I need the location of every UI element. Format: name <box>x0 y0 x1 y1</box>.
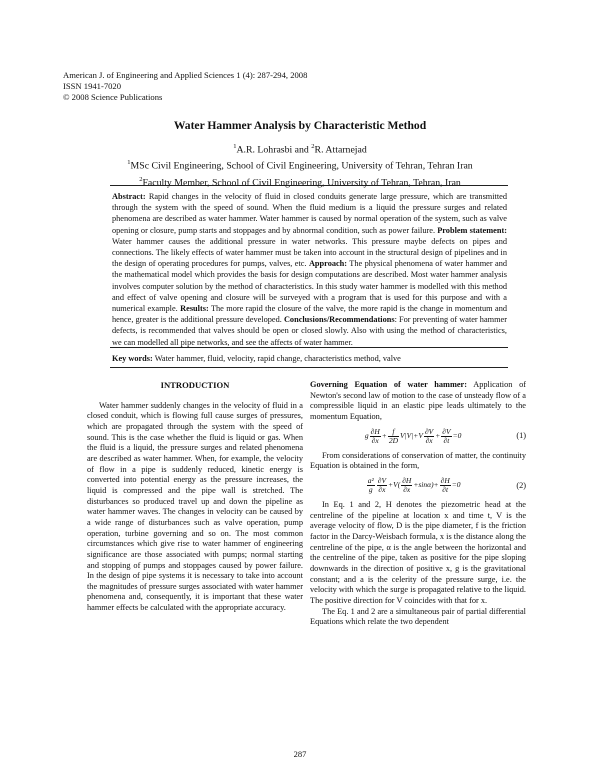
equation-2 <box>310 475 526 497</box>
keywords: Key words: Water hammer, fluid, velocity, rapid change, characteristics method, valve <box>112 354 401 363</box>
affiliation-2: $^2$Faculty Member, School of Civil Engineering, University of Tehran, Tehran, Iran <box>139 175 461 188</box>
intro-paragraph: Water hammer suddenly changes in the velocity of fluid in a closed conduit, which is flowing full cause surges of pressures, which are propagated through the system with the speed of sound. This is the case whether the fluid is liquid or gas. When the fluid is a liquid, the pressure surges and related phenomena are described as water hammer. When, for example, the velocity of flow in a pipe is suddenly reduced, kinetic energy is converted into potential energy as the pressure increases, the liquid is compressed and the pipe wall is stretched. The disturbances so produced travel up and down the pipeline as water hammer waves. The changes in velocity can be caused by a wide range of disturbances such as valve operation, pump operation, turbine governing and so on. The most common circumstances which give rise to water hammer of engineering significance are those associated with pumps; normal starting and stopping of pumps and stoppages caused by power failure. In the design of pipe systems it is necessary to take into account the magnitudes of pressure surges associated with water hammer phenomena and, consequently, it is important that these water hammer effects be calculated with the appropriate accuracy. <box>87 400 303 613</box>
equation-1 <box>310 426 526 448</box>
section-heading-introduction: INTRODUCTION <box>160 380 230 390</box>
journal-header <box>63 70 307 103</box>
authors-block <box>0 140 600 189</box>
momentum-equation: g $\frac{\partial H}{\partial x}$ + $\frac{f}{2D}$ V|V|+V $\frac{\partial V}{\partial x}$ + $\frac{\partial V}{\partial t}$ =0 <box>364 427 462 446</box>
governing-paragraph: Governing Equation of water hammer: Application of Newton's second law of motion to the case of unsteady flow of a compressible liquid in an elastic pipe leads ultimately to the momentum Equation, <box>310 380 526 421</box>
continuity-intro: From considerations of conservation of matter, the continuity Equation is obtained in the form, <box>310 450 526 471</box>
abstract-top-rule <box>110 185 508 186</box>
continuity-equation: $\frac{\text{a²}}{g}$ $\frac{\partial V}{\partial x}$ +V( $\frac{\partial H}{\partial x}$ +sinα)+ $\frac{\partial H}{\partial t}$ =0 <box>367 476 461 495</box>
author-names: $^1$A.R. Lohrasbi and $^2$R. Attarnejad <box>233 143 367 156</box>
issn: ISSN 1941-7020 <box>63 81 122 91</box>
right-column <box>310 380 526 628</box>
variables-paragraph: In Eq. 1 and 2, H denotes the piezometric head at the centreline of the pipeline at location x and time t, V is the average velocity of flow, D is the pipe diameter, f is the friction factor in the Darcy-Weisbach formula, x is the distance along the centreline of the pipe, α is the angle between the horizontal and the centreline of the pipe, taken as positive for the pipe sloping downwards in the direction of positive x, g is the gravitational constant; and a is the celerity of the pressure surge, i.e. the velocity with which the surge is propagated relative to the liquid. The positive direction for V coincides with that for x. <box>310 499 526 605</box>
abstract-bottom-rule <box>110 347 508 348</box>
abstract: Abstract: Rapid changes in the velocity of fluid in closed conduits generate large pressure, which are transmitted through the system with the speed of sound. When the fluid medium is a liquid the pressure surges and related phenomena are described as water hammer. Water hammer is caused by normal operation of the system, such as valve opening or closure, pump starts and stoppages and by abnormal condition, such as power failure. Problem statement: Water hammer causes the additional pressure in water networks. This pressure maybe defects on pipes and connections. The likely effects of water hammer must be taken into account in the structural design of pipelines and in the design of operating procedures for pumps, valves, etc. Approach: The physical phenomena of water hammer and the mathematical model which provides the basis for design computations are described. Most water hammer analysis involves computer solution by the method of characteristics. In this study water hammer is modelled with this method and effect of valve opening and closure will be surveyed with a program that is used for this purpose and with a numerical example. Results: The more rapid the closure of the valve, the more rapid is the change in momentum and hence, greater is the additional pressure developed. Conclusions/Recommendations: For preventing of water hammer defects, is recommended that valves should be open or closed slowly. Also with using the method of characteristics, we can modelled all pipe networks, and see the affects of water hammer. <box>112 192 507 347</box>
copyright: © 2008 Science Publications <box>63 92 163 102</box>
paper-title: Water Hammer Analysis by Characteristic Method <box>173 119 427 132</box>
left-column <box>87 380 303 614</box>
journal-citation: American J. of Engineering and Applied Sciences 1 (4): 287-294, 2008 <box>63 70 308 80</box>
equation-2-number: (2) <box>516 480 526 490</box>
dependent-paragraph: The Eq. 1 and 2 are a simultaneous pair of partial differential Equations which relate the two dependent <box>310 606 526 627</box>
keywords-bottom-rule <box>110 367 508 368</box>
page-number: 287 <box>293 749 307 759</box>
equation-1-number: (1) <box>516 431 526 441</box>
affiliation-1: $^1$MSc Civil Engineering, School of Civil Engineering, University of Tehran, Tehran Iran <box>127 159 473 172</box>
